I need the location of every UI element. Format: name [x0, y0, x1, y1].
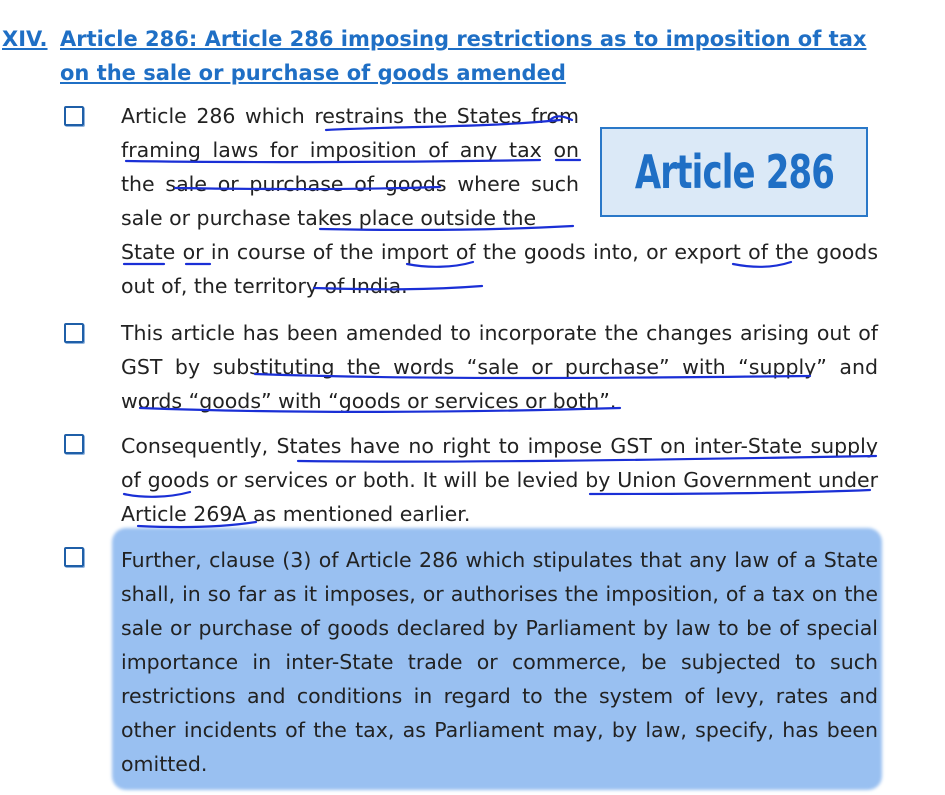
bullet-2-text: This article has been amended to incorporate the changes arising out of GST by substituting the words “sale or purchase” with “supply” and words “goods” with “goods or services or both”.: [121, 321, 878, 413]
checkbox-bullet-icon: [64, 106, 84, 126]
article-callout-box: [600, 127, 868, 217]
checkbox-bullet-icon: [64, 547, 84, 567]
section-number: XIV.: [2, 27, 48, 51]
section-title: Article 286: Article 286 imposing restrictions as to imposition of tax on the sale or purchase of goods amended: [60, 27, 867, 85]
bullet-3-text: Consequently, States have no right to impose GST on inter-State supply of goods or services or both. It will be levied by Union Government under Article 269A as mentioned earlier.: [121, 434, 878, 526]
bullet-4-text: Further, clause (3) of Article 286 which stipulates that any law of a State shall, in so far as it imposes, or authorises the imposition, of a tax on the sale or purchase of goods declared by Parliament by law to be of special importance in inter-State trade or commerce, be subjected to such restrictions and conditions in regard to the system of levy, rates and other incidents of the tax, as Parliament may, by law, specify, has been omitted.: [121, 548, 878, 776]
checkbox-bullet-icon: [64, 434, 84, 454]
bullet-1-text-a: Article 286 which restrains the States from framing laws for imposition of any tax on the sale or purchase of goods where such sale or purchase takes place outside the: [121, 104, 579, 230]
checkbox-bullet-icon: [64, 323, 84, 343]
bullet-1-text-b: State or in course of the import of the goods into, or export of the goods out of, the territory of India.: [121, 240, 878, 298]
article-callout-label: Article 286: [634, 145, 834, 199]
